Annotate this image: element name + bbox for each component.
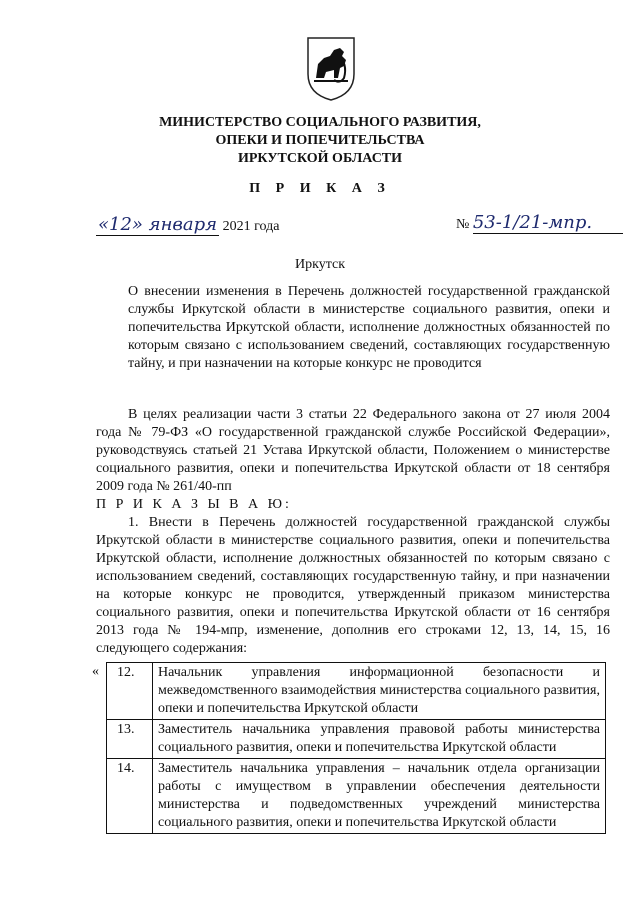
coat-of-arms-icon [304,34,358,102]
ministry-name [120,114,520,168]
order-year: 2021 года [222,219,280,234]
opening-quote: « [92,664,99,679]
row-position: Заместитель начальника управления – начальник отдела организации работы с имуществом в управлении обеспечения деятельности министерства и подведомственных учреждений министерства социального развития, опеки и попечительства Иркутской области [153,759,606,834]
ministry-line-2: ОПЕКИ И ПОПЕЧИТЕЛЬСТВА [215,133,425,148]
row-number: 13. [107,720,153,759]
handwritten-date: «12» января [98,214,218,235]
orders-word: П Р И К А З Ы В А Ю: [96,497,292,512]
table-row [107,663,606,720]
row-position: Начальник управления информационной безопасности и межведомственного взаимодействия министерства социального развития, опеки и попечительства Иркутской области [153,663,606,720]
table-row [107,720,606,759]
order-number [456,212,623,234]
handwritten-number: 53-1/21-мпр. [473,212,623,234]
order-subject: О внесении изменения в Перечень должностей государственной гражданской службы Иркутской области в министерстве социального развития, опеки и попечительства Иркутской области, исполнение должностных обязанностей по которым связано с использованием сведений, составляющих государственную тайну, и при назначении на которые конкурс не проводится [128,284,610,371]
row-position: Заместитель начальника управления правовой работы министерства социального развития, опеки и попечительства Иркутской области [153,720,606,759]
point-1-paragraph: 1. Внести в Перечень должностей государственной гражданской службы Иркутской области в министерстве социального развития, опеки и попечительства Иркутской области, исполнение должностных обязанностей по которым связано с использованием сведений, составляющих государственную тайну, и при назначении на которые конкурс не проводится, утвержденный приказом министерства социального развития, опеки и попечительства Иркутской области от 16 сентября 2013 года № 194-мпр, изменение, дополнив его строками 12, 13, 14, 15, 16 следующего содержания: [96,515,610,656]
order-date [96,214,279,236]
document-type: П Р И К А З [249,181,391,196]
ministry-line-3: ИРКУТСКОЙ ОБЛАСТИ [237,151,403,166]
preamble-paragraph: В целях реализации части 3 статьи 22 Федерального закона от 27 июля 2004 года № 79-ФЗ «О государственной гражданской службе Российской Федерации», руководствуясь статьей 21 Устава Иркутской области, Положением о министерстве социального развития, опеки и попечительства Иркутской области от 18 сентября 2009 года № 261/40-пп [96,407,610,494]
table-row [107,759,606,834]
ministry-line-1: МИНИСТЕРСТВО СОЦИАЛЬНОГО РАЗВИТИЯ, [159,115,481,130]
city: Иркутск [294,257,346,272]
row-number: 12. [107,663,153,720]
row-number: 14. [107,759,153,834]
number-prefix: № [456,217,470,232]
order-body [96,406,610,658]
amendment-table [106,662,606,834]
